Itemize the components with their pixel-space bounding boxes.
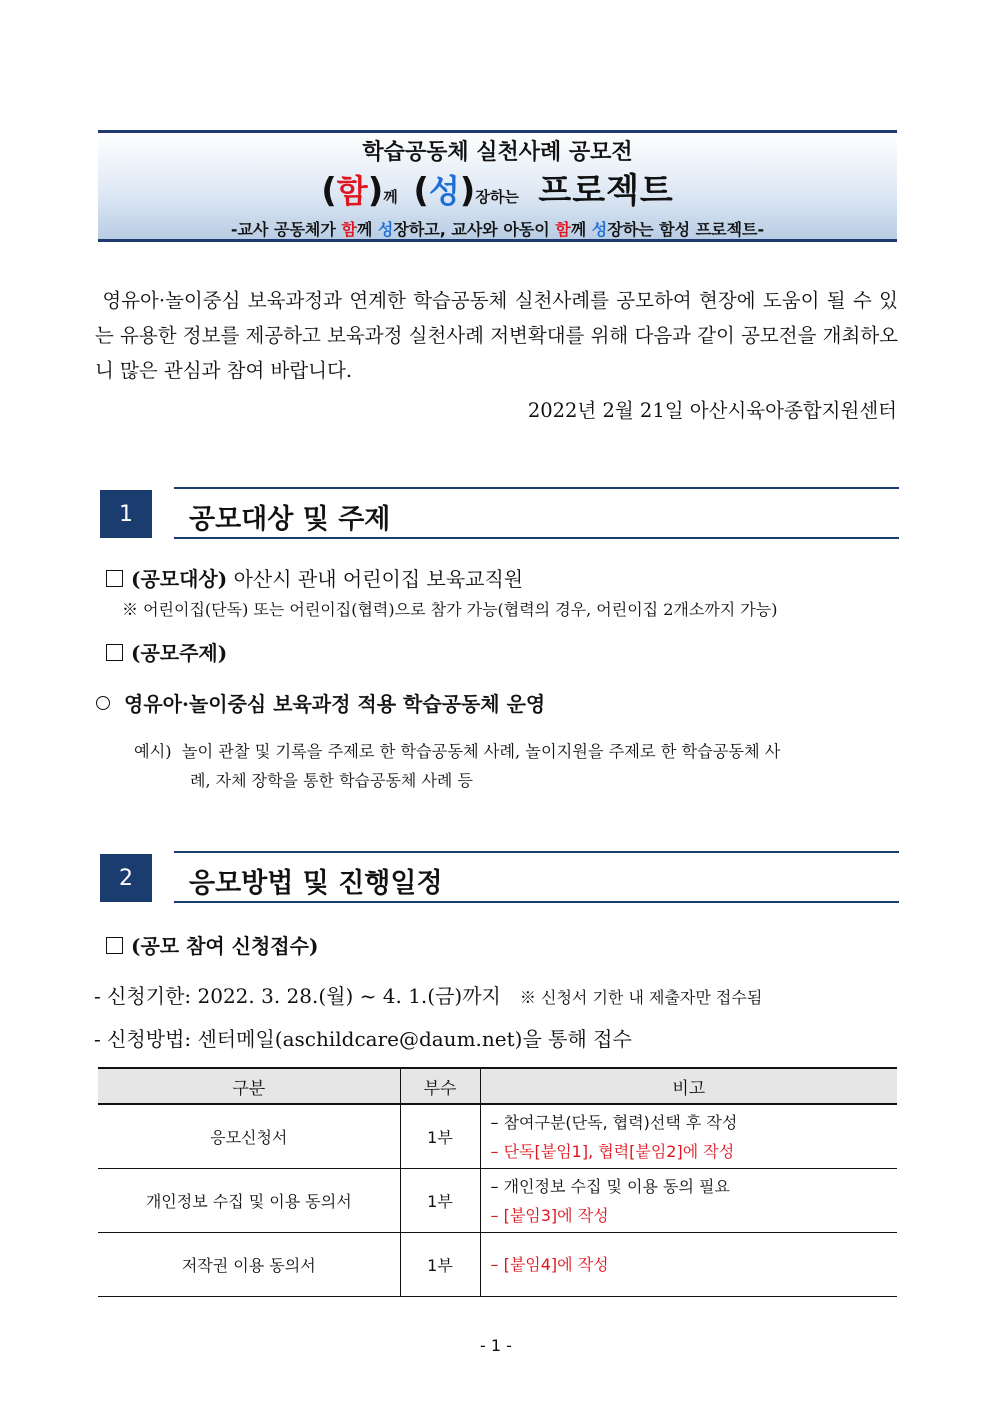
intro-paragraph: 영유아·놀이중심 보육과정과 연계한 학습공동체 실천사례를 공모하여 현장에 도움이 될 수 있는 유용한 정보를 제공하고 보육과정 실천사례 저변확대를 위해 다음과 같이 공모전을 개최하오니 많은 관심과 참여 바랍니다. xyxy=(95,289,898,382)
section-number-1: 1 xyxy=(100,490,152,538)
deadline-line: - 신청기한: 2022. 3. 28.(월) ~ 4. 1.(금)까지 ※ 신청서 기한 내 제출자만 접수됨 xyxy=(94,984,763,1008)
section-title-2: 응모방법 및 진행일정 xyxy=(189,868,443,899)
theme-item: 영유아·놀이중심 보육과정 적용 학습공동체 운영 xyxy=(96,688,545,717)
section-title-1: 공모대상 및 주제 xyxy=(189,504,391,535)
logo-seong-suffix: 장하는 xyxy=(475,188,519,206)
banner-title: 학습공동체 실천사례 공모전 xyxy=(362,140,633,165)
title-banner xyxy=(98,130,897,242)
method-line: - 신청방법: 센터메일(aschildcare@daum.net)을 통해 접수 xyxy=(94,1027,632,1051)
section-header-2 xyxy=(174,851,899,903)
logo-project: 프로젝트 xyxy=(538,171,674,211)
table-header-count: 부수 xyxy=(400,1068,480,1104)
table-row: 저작권 이용 동의서 1부 – [붙임4]에 작성 xyxy=(98,1233,897,1297)
section-number-2: 2 xyxy=(100,854,152,902)
section-header-1 xyxy=(174,487,899,539)
table-header-note: 비고 xyxy=(480,1068,897,1104)
table-header-category: 구분 xyxy=(98,1068,400,1104)
checkbox-square-icon xyxy=(106,570,123,587)
target-note: ※ 어린이집(단독) 또는 어린이집(협력)으로 참가 가능(협력의 경우, 어린이집 2개소까지 가능) xyxy=(122,600,778,619)
table-row: 개인정보 수집 및 이용 동의서 1부 – 개인정보 수집 및 이용 동의 필요 – [붙임3]에 작성 xyxy=(98,1169,897,1233)
dateline: 2022년 2월 21일 아산시육아종합지원센터 xyxy=(527,399,897,422)
apply-line: (공모 참여 신청접수) xyxy=(106,930,318,959)
target-line: (공모대상) 아산시 관내 어린이집 보육교직원 xyxy=(106,563,523,592)
circle-bullet-icon xyxy=(96,696,110,710)
logo-ham-suffix: 께 xyxy=(383,188,398,206)
banner-subtitle: -교사 공동체가 함께 성장하고, 교사와 아동이 함께 성장하는 함성 프로젝트- xyxy=(230,220,765,239)
theme-line: (공모주제) xyxy=(106,637,227,666)
example-block: 예시) 놀이 관찰 및 기록을 주제로 한 학습공동체 사례, 놀이지원을 주제로 한 학습공동체 사 례, 자체 장학을 통한 학습공동체 사례 등 xyxy=(134,742,781,790)
page-number: - 1 - xyxy=(480,1336,512,1355)
logo-seong: 성 xyxy=(428,172,460,210)
banner-logo: (함)께 (성)장하는 프로젝트 xyxy=(321,171,674,211)
logo-ham: 함 xyxy=(336,172,368,210)
checkbox-square-icon xyxy=(106,644,123,661)
checkbox-square-icon xyxy=(106,937,123,954)
submission-table xyxy=(98,1067,897,1297)
table-row: 응모신청서 1부 – 참여구분(단독, 협력)선택 후 작성 – 단독[붙임1], 협력[붙임2]에 작성 xyxy=(98,1104,897,1169)
